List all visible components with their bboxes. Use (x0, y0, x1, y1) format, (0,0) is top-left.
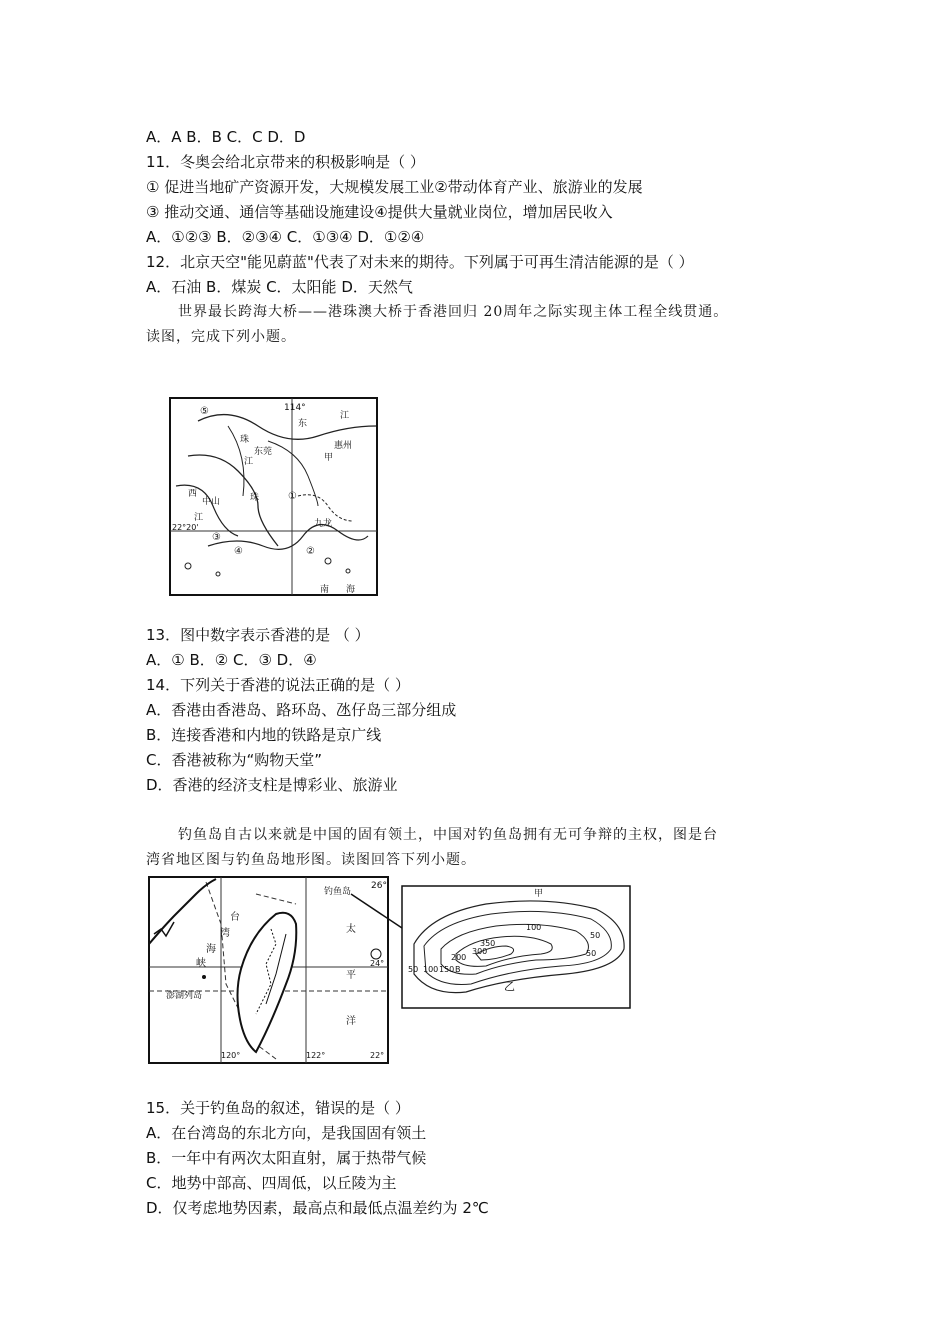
q14-option-d: D．香港的经济支柱是博彩业、旅游业 (146, 776, 398, 794)
q14-option-c: C．香港被称为“购物天堂” (146, 751, 323, 769)
q14-option-a: A．香港由香港岛、路环岛、氹仔岛三部分组成 (146, 701, 457, 719)
map1-label: 珠 (240, 435, 250, 445)
map1-label: 珠 (250, 493, 260, 503)
map1-label: 中山 (202, 497, 221, 507)
map2-label: 澎湖列岛 (166, 991, 203, 1001)
map2-contour: 甲 (534, 889, 544, 899)
map1-label: 114° (284, 403, 306, 413)
map1-label: 甲 (324, 453, 334, 463)
map2-contour: 50 (408, 965, 419, 974)
map2-contour: 50 (586, 949, 597, 958)
q15-option-a: A．在台湾岛的东北方向，是我国固有领土 (146, 1124, 427, 1142)
passage1-line1: 世界最长跨海大桥——港珠澳大桥于香港回归 20周年之际实现主体工程全线贯通。 (178, 304, 729, 320)
map1-marker: ① (288, 491, 297, 502)
map2-contour: 100 (526, 923, 542, 932)
map2-label: 22° (370, 1051, 385, 1060)
map1-label: 惠州 (334, 441, 353, 451)
map1-label: 江 (194, 513, 204, 523)
q12-options: A．石油 B．煤炭 C．太阳能 D．天然气 (146, 278, 413, 296)
q11-stem: 11．冬奥会给北京带来的积极影响是（ ） (146, 153, 425, 171)
map2-label: 海 (206, 944, 216, 955)
q14-stem: 14．下列关于香港的说法正确的是（ ） (146, 676, 410, 694)
map2-contour: 100 (423, 965, 439, 974)
passage2-line2: 湾省地区图与钓鱼岛地形图。读图回答下列小题。 (146, 852, 476, 868)
map1-label: 海 (346, 585, 356, 595)
map2-label: 平 (346, 970, 356, 981)
map2-contour: 350 (480, 939, 496, 948)
map1-label: 南 (320, 585, 330, 595)
map2-label: 120° (221, 1051, 241, 1060)
map2-label: 26° (371, 881, 387, 891)
map2-contour: 乙 (504, 980, 515, 993)
q12-stem: 12．北京天空"能见蔚蓝"代表了对未来的期待。下列属于可再生清洁能源的是（ ） (146, 253, 694, 271)
q11-statement-1: ① 促进当地矿产资源开发，大规模发展工业②带动体育产业、旅游业的发展 (146, 178, 643, 196)
q11-options: A．①②③ B．②③④ C．①③④ D．①②④ (146, 228, 425, 246)
map2-label: 洋 (346, 1016, 356, 1027)
q11-statement-2: ③ 推动交通、通信等基础设施建设④提供大量就业岗位，增加居民收入 (146, 203, 613, 221)
q13-options: A．① B．② C．③ D．④ (146, 651, 317, 669)
map2-label: 峡 (196, 958, 206, 969)
passage2-line1: 钓鱼岛自古以来就是中国的固有领土，中国对钓鱼岛拥有无可争辩的主权，图是台 (178, 827, 718, 843)
passage1-line2: 读图，完成下列小题。 (146, 329, 296, 345)
map2-contour: 300 (472, 947, 488, 956)
map1-marker: ⑤ (200, 406, 209, 417)
q13-stem: 13．图中数字表示香港的是 （ ） (146, 626, 370, 644)
map1-label: 江 (244, 457, 254, 467)
map1-label: 西 (188, 489, 198, 499)
map1-label: 九龙 (314, 519, 333, 529)
q15-option-d: D．仅考虑地势因素，最高点和最低点温差约为 2℃ (146, 1199, 489, 1217)
q14-option-b: B．连接香港和内地的铁路是京广线 (146, 726, 382, 744)
q10-options: A．A B．B C．C D．D (146, 128, 306, 146)
map1-marker: ③ (212, 532, 221, 543)
map1-label: 东莞 (254, 447, 273, 457)
map2-label: 太 (346, 924, 356, 935)
map2-label: 24° (370, 959, 385, 968)
taiwan-diaoyu-map (146, 874, 636, 1066)
map2-label: 湾 (220, 928, 230, 939)
map1-label: 东 (298, 419, 308, 429)
map2-contour: B (455, 965, 461, 974)
map2-label: 台 (230, 912, 240, 923)
map2-label: 122° (306, 1051, 326, 1060)
pearl-river-delta-map (168, 396, 380, 598)
map2-contour: 50 (590, 931, 601, 940)
map1-label: 江 (340, 411, 350, 421)
map1-label: 22°20' (172, 523, 199, 532)
map1-marker: ④ (234, 546, 243, 557)
q15-option-c: C．地势中部高、四周低，以丘陵为主 (146, 1174, 397, 1192)
map2-contour: 150 (439, 965, 455, 974)
q15-stem: 15．关于钓鱼岛的叙述，错误的是（ ） (146, 1099, 410, 1117)
map2-contour: 200 (451, 953, 467, 962)
map1-marker: ② (306, 546, 315, 557)
map2-label: 钓鱼岛 (324, 887, 352, 897)
q15-option-b: B．一年中有两次太阳直射，属于热带气候 (146, 1149, 427, 1167)
